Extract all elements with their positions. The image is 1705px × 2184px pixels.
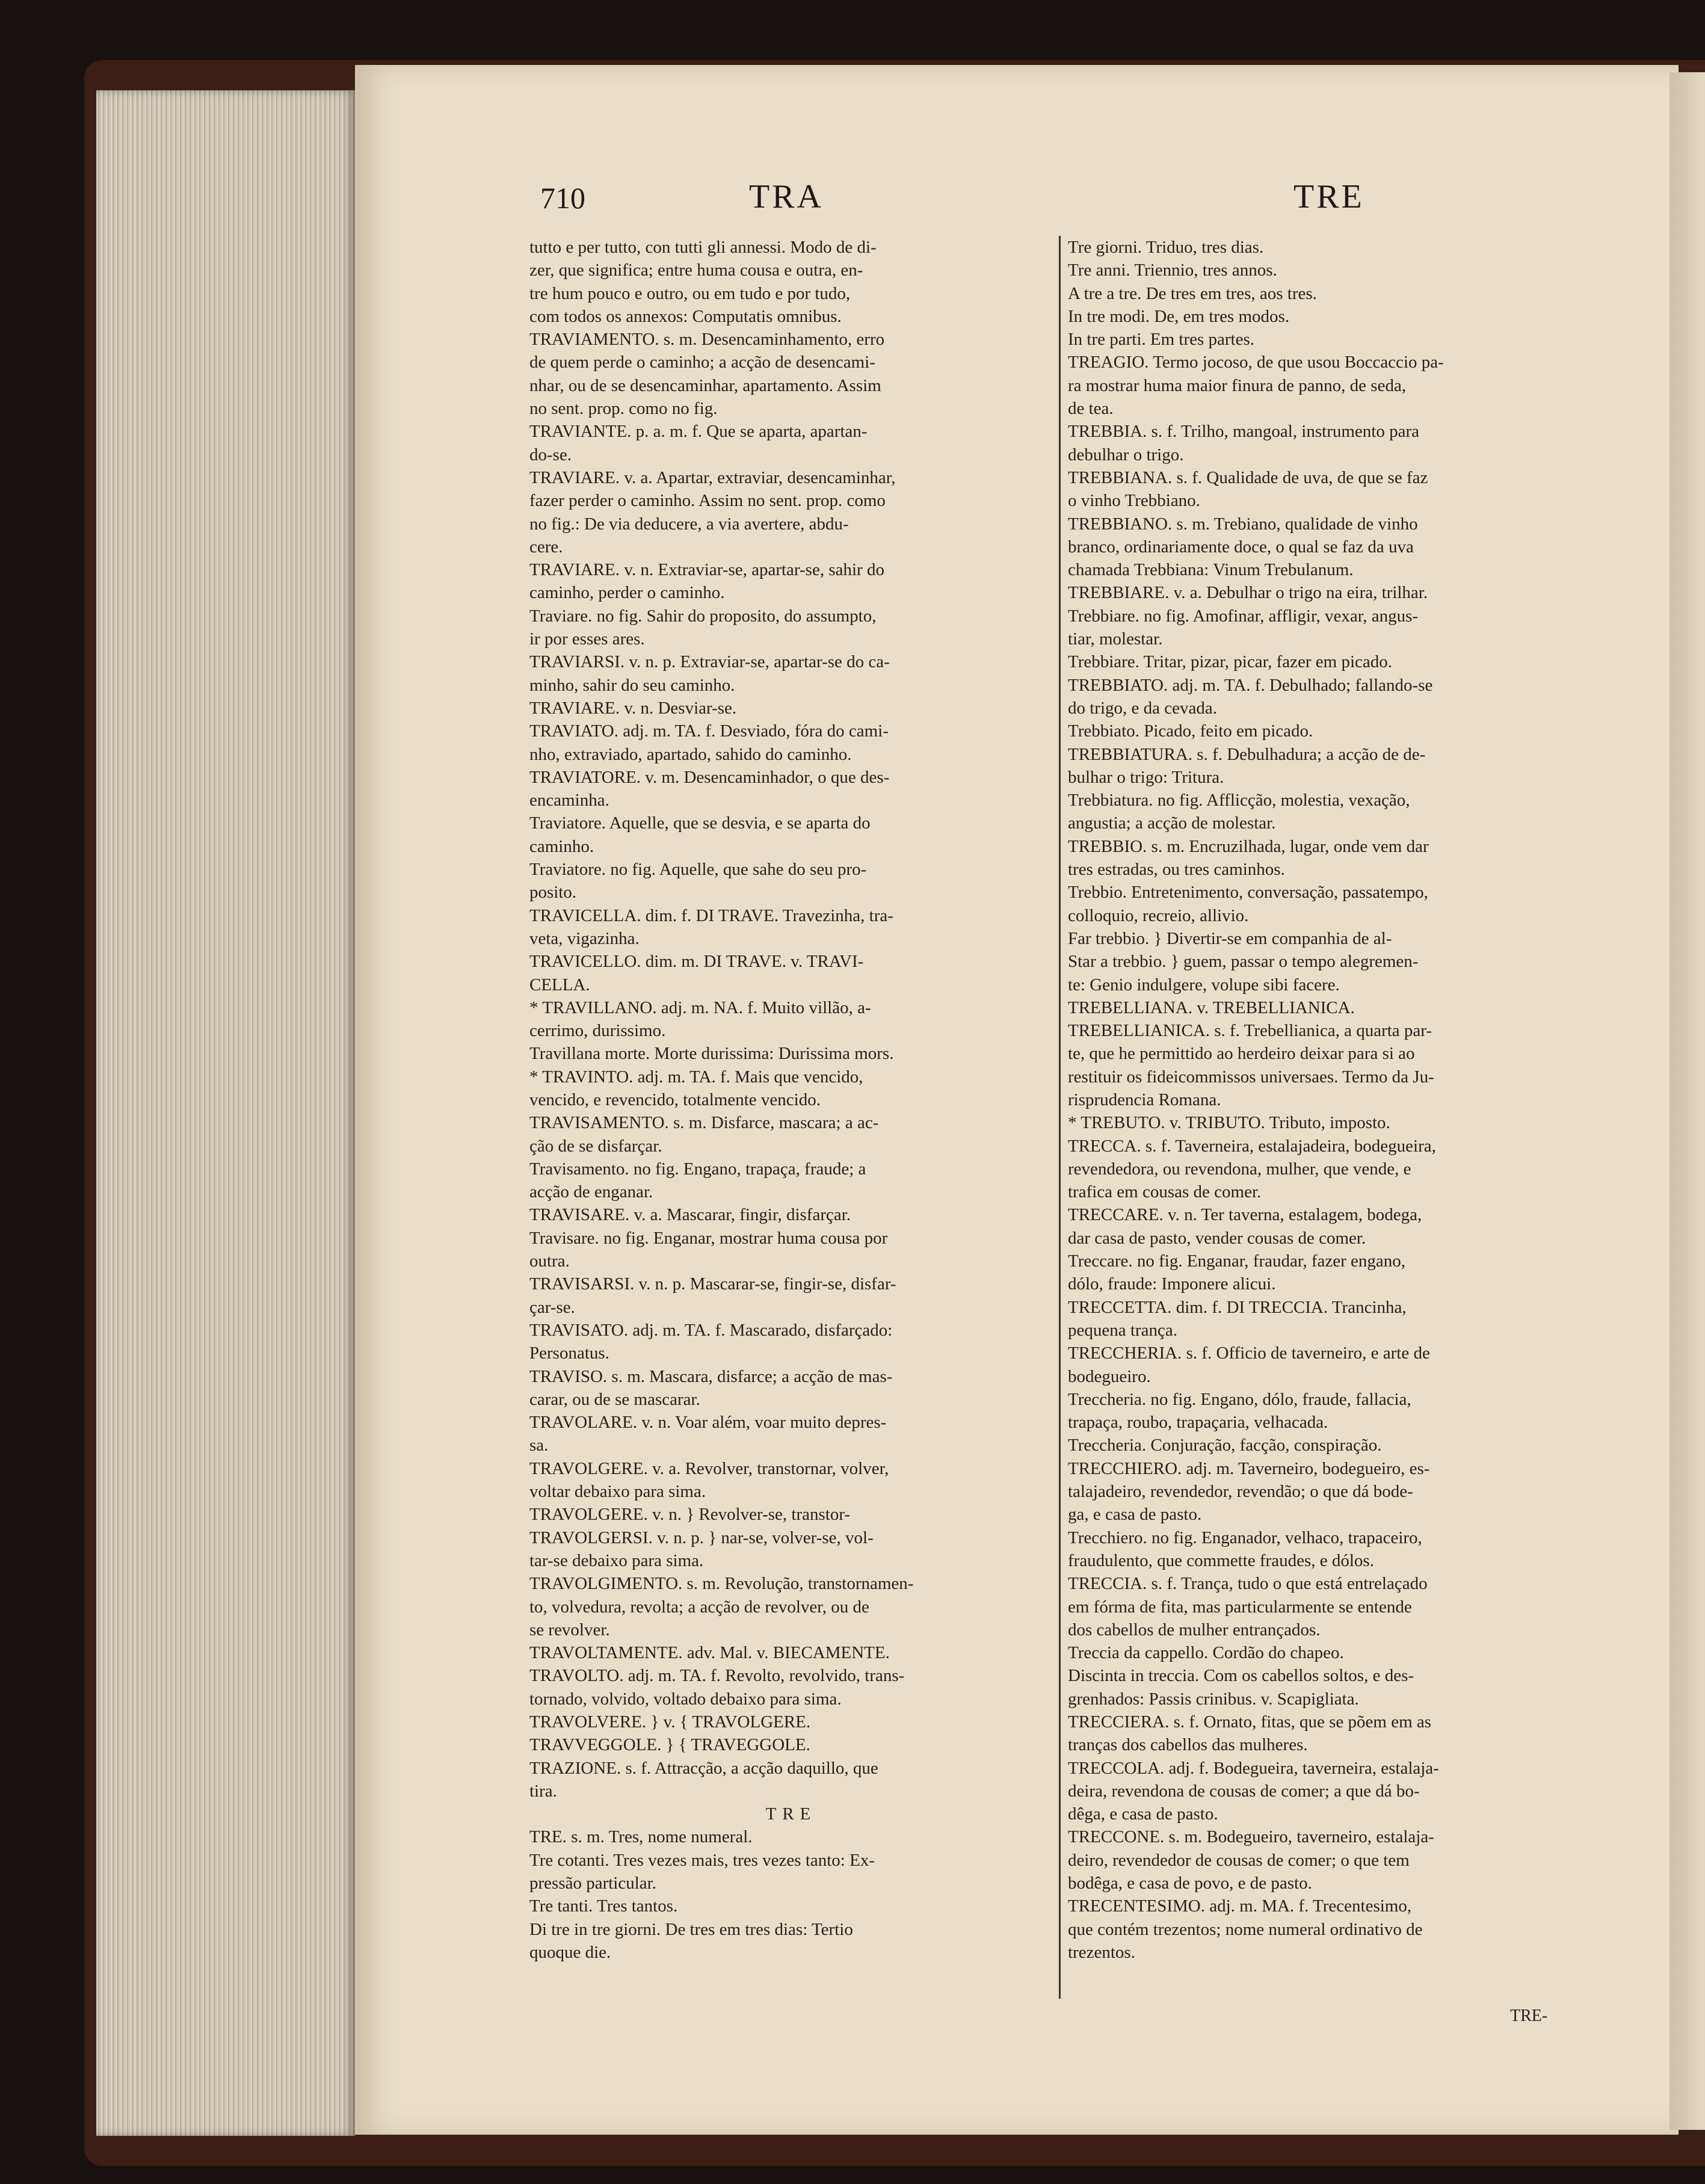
page-edges <box>96 90 355 2136</box>
dictionary-line: TRAVIANTE. p. a. m. f. Que se aparta, apartan- <box>529 422 868 442</box>
dictionary-line: ção de se disfarçar. <box>529 1136 662 1156</box>
dictionary-line: CELLA. <box>529 975 590 995</box>
dictionary-line: vencido, e revencido, totalmente vencido. <box>529 1090 821 1109</box>
dictionary-line: ra mostrar huma maior finura de panno, de seda, <box>1068 375 1407 395</box>
dictionary-line: no sent. prop. como no fig. <box>529 399 718 419</box>
dictionary-line: TREBBIO. s. m. Encruzilhada, lugar, onde vem dar <box>1068 836 1429 856</box>
dictionary-line: to, volvedura, revolta; a acção de revolver, ou de <box>529 1597 869 1617</box>
dictionary-line: Traviare. no fig. Sahir do proposito, do assumpto, <box>529 606 877 626</box>
dictionary-line: veta, vigazinha. <box>529 928 640 948</box>
dictionary-line: TREBBIATO. adj. m. TA. f. Debulhado; fallando-se <box>1068 675 1433 695</box>
dictionary-line: te: Genio indulgere, volupe sibi facere. <box>1068 975 1340 995</box>
dictionary-line: tornado, volvido, voltado debaixo para sima. <box>529 1689 842 1709</box>
dictionary-line: Trebbiatura. no fig. Afflicção, molestia, vexação, <box>1068 791 1410 810</box>
dictionary-line: angustia; a acção de molestar. <box>1068 813 1276 833</box>
dictionary-line: caminho. <box>529 836 594 856</box>
dictionary-line: dos cabellos de mulher entrançados. <box>1068 1620 1321 1640</box>
dictionary-line: colloquio, recreio, allivio. <box>1068 905 1249 925</box>
dictionary-line: tira. <box>529 1781 557 1801</box>
dictionary-line: bodêga, e casa de povo, e de pasto. <box>1068 1874 1312 1893</box>
dictionary-line: de quem perde o caminho; a acção de desencami- <box>529 353 875 372</box>
dictionary-line: TREAGIO. Termo jocoso, de que usou Boccaccio pa- <box>1068 353 1444 372</box>
dictionary-line: cere. <box>529 537 563 557</box>
dictionary-line: cerrimo, durissimo. <box>529 1021 666 1041</box>
dictionary-line: TRE. s. m. Tres, nome numeral. <box>529 1827 753 1847</box>
dictionary-line: nhar, ou de se desencaminhar, apartamento. Assim <box>529 375 881 395</box>
dictionary-line: TRECCOLA. adj. f. Bodegueira, taverneira, estalaja- <box>1068 1758 1439 1778</box>
dictionary-line: fraudulento, que commette fraudes, e dólos. <box>1068 1550 1374 1570</box>
dictionary-line: TRAVIATORE. v. m. Desencaminhador, o que des- <box>529 767 890 787</box>
dictionary-line: Tre tanti. Tres tantos. <box>529 1896 678 1916</box>
dictionary-line: minho, sahir do seu caminho. <box>529 675 735 695</box>
dictionary-line: quoque die. <box>529 1942 611 1962</box>
dictionary-line: tranças dos cabellos das mulheres. <box>1068 1735 1308 1755</box>
dictionary-line: TRAVICELLO. dim. m. DI TRAVE. v. TRAVI- <box>529 952 864 972</box>
dictionary-line: TRAVOLGERE. v. a. Revolver, transtornar, volver, <box>529 1458 889 1478</box>
dictionary-line: ir por esses ares. <box>529 629 645 649</box>
dictionary-line: Di tre in tre giorni. De tres em tres dias: Tertio <box>529 1919 853 1939</box>
dictionary-line: trezentos. <box>1068 1942 1135 1962</box>
catchword: TRE- <box>1510 2007 1548 2025</box>
dictionary-line: TRAVOLVERE. } v. { TRAVOLGERE. <box>529 1712 811 1732</box>
dictionary-line: TREBBIATURA. s. f. Debulhadura; a acção de de- <box>1068 744 1426 764</box>
dictionary-line: em fórma de fita, mas particularmente se entende <box>1068 1597 1412 1617</box>
dictionary-line: o vinho Trebbiano. <box>1068 491 1200 511</box>
dictionary-line: TRAVIARE. v. a. Apartar, extraviar, desencaminhar, <box>529 467 896 487</box>
dictionary-line: * TREBUTO. v. TRIBUTO. Tributo, imposto. <box>1068 1113 1390 1133</box>
dictionary-line: TRAVISARE. v. a. Mascarar, fingir, disfarçar. <box>529 1205 851 1225</box>
dictionary-line: TREBBIANA. s. f. Qualidade de uva, de que se faz <box>1068 467 1428 487</box>
column-rule <box>1059 236 1061 1999</box>
dictionary-line: trafica em cousas de comer. <box>1068 1182 1262 1202</box>
dictionary-line: nho, extraviado, apartado, sahido do caminho. <box>529 744 852 764</box>
dictionary-line: TREBBIANO. s. m. Trebiano, qualidade de vinho <box>1068 514 1418 534</box>
dictionary-line: dólo, fraude: Imponere alicui. <box>1068 1274 1276 1294</box>
right-column <box>1068 236 1579 1964</box>
dictionary-line: TRECCIERA. s. f. Ornato, fitas, que se põem em as <box>1068 1712 1432 1732</box>
dictionary-line: TRECCIA. s. f. Trança, tudo o que está entrelaçado <box>1068 1574 1428 1594</box>
dictionary-line: ga, e casa de pasto. <box>1068 1505 1202 1525</box>
dictionary-line: TRECCONE. s. m. Bodegueiro, taverneiro, estalaja- <box>1068 1827 1434 1847</box>
dictionary-line: TRAVISATO. adj. m. TA. f. Mascarado, disfarçado: <box>529 1320 893 1340</box>
dictionary-line: TRECENTESIMO. adj. m. MA. f. Trecentesimo, <box>1068 1896 1412 1916</box>
dictionary-line: encaminha. <box>529 791 609 810</box>
dictionary-line: bodegueiro. <box>1068 1366 1151 1386</box>
dictionary-line: Personatus. <box>529 1343 609 1363</box>
dictionary-line: A tre a tre. De tres em tres, aos tres. <box>1068 283 1317 303</box>
dictionary-line: se revolver. <box>529 1620 610 1640</box>
dictionary-line: Trebbio. Entretenimento, conversação, passatempo, <box>1068 883 1428 902</box>
dictionary-line: TRAVISARSI. v. n. p. Mascarar-se, fingir-se, disfar- <box>529 1274 896 1294</box>
dictionary-line: TRAVIATO. adj. m. TA. f. Desviado, fóra do cami- <box>529 721 889 741</box>
dictionary-line: caminho, perder o caminho. <box>529 583 725 603</box>
dictionary-line: TRAVOLGERSI. v. n. p. } nar-se, volver-se, vol- <box>529 1528 874 1547</box>
dictionary-line: chamada Trebbiana: Vinum Trebulanum. <box>1068 560 1354 580</box>
dictionary-line: Trebbiato. Picado, feito em picado. <box>1068 721 1313 741</box>
dictionary-line: In tre parti. Em tres partes. <box>1068 330 1255 350</box>
dictionary-line: risprudencia Romana. <box>1068 1090 1221 1109</box>
dictionary-line: TRECCETTA. dim. f. DI TRECCIA. Trancinha, <box>1068 1297 1407 1317</box>
dictionary-line: restituir os fideicommissos universaes. Termo da Ju- <box>1068 1067 1434 1087</box>
dictionary-line: TRECCHIERO. adj. m. Taverneiro, bodegueiro, es- <box>1068 1458 1430 1478</box>
dictionary-line: Star a trebbio. } guem, passar o tempo alegremen- <box>1068 952 1419 972</box>
dictionary-line: TRAVOLTO. adj. m. TA. f. Revolto, revolvido, trans- <box>529 1666 905 1686</box>
dictionary-line: Traviatore. Aquelle, que se desvia, e se aparta do <box>529 813 871 833</box>
dictionary-line: Treccare. no fig. Enganar, fraudar, fazer engano, <box>1068 1251 1406 1271</box>
dictionary-line: debulhar o trigo. <box>1068 445 1184 464</box>
dictionary-line: TREBBIA. s. f. Trilho, mangoal, instrumento para <box>1068 422 1419 442</box>
dictionary-line: Tre anni. Triennio, tres annos. <box>1068 261 1277 280</box>
dictionary-line: TRAVOLTAMENTE. adv. Mal. v. BIECAMENTE. <box>529 1643 890 1663</box>
dictionary-line: tiar, molestar. <box>1068 629 1163 649</box>
dictionary-line: pressão particular. <box>529 1874 656 1893</box>
dictionary-line: TRAVIAMENTO. s. m. Desencaminhamento, erro <box>529 330 885 350</box>
dictionary-line: do-se. <box>529 445 572 464</box>
dictionary-line: Travillana morte. Morte durissima: Durissima mors. <box>529 1044 894 1064</box>
dictionary-line: In tre modi. De, em tres modos. <box>1068 306 1290 326</box>
dictionary-line: Travisamento. no fig. Engano, trapaça, fraude; a <box>529 1159 866 1179</box>
dictionary-line: * TRAVILLANO. adj. m. NA. f. Muito villão, a- <box>529 998 871 1017</box>
dictionary-line: TRAVIARE. v. n. Desviar-se. <box>529 698 737 718</box>
dictionary-line: deiro, revendedor de cousas de comer; o que tem <box>1068 1850 1410 1870</box>
dictionary-line: TRAVIARE. v. n. Extraviar-se, apartar-se, sahir do <box>529 560 884 580</box>
dictionary-line: Far trebbio. } Divertir-se em companhia de al- <box>1068 928 1392 948</box>
dictionary-line: Discinta in treccia. Com os cabellos soltos, e des- <box>1068 1666 1414 1686</box>
dictionary-line: Trebbiare. Tritar, pizar, picar, fazer em picado. <box>1068 652 1392 672</box>
dictionary-line: sa. <box>529 1436 549 1455</box>
dictionary-line: dar casa de pasto, vender cousas de comer. <box>1068 1228 1366 1248</box>
dictionary-line: dêga, e casa de pasto. <box>1068 1804 1218 1824</box>
dictionary-line: deira, revendona de cousas de comer; a que dá bo- <box>1068 1781 1420 1801</box>
dictionary-line: TRAVOLARE. v. n. Voar além, voar muito depres- <box>529 1413 887 1433</box>
facing-page-edge <box>1670 72 1705 2130</box>
dictionary-line: çar-se. <box>529 1297 575 1317</box>
dictionary-line: talajadeiro, revendedor, revendão; o que dá bode- <box>1068 1482 1413 1502</box>
dictionary-line: bulhar o trigo: Tritura. <box>1068 767 1224 787</box>
dictionary-line: Treccia da cappello. Cordão do chapeo. <box>1068 1643 1344 1663</box>
dictionary-line: pequena trança. <box>1068 1320 1177 1340</box>
dictionary-line: posito. <box>529 883 577 902</box>
dictionary-line: tutto e per tutto, con tutti gli annessi. Modo de di- <box>529 238 877 257</box>
dictionary-line: zer, que significa; entre huma cousa e outra, en- <box>529 261 863 280</box>
dictionary-line: grenhados: Passis crinibus. v. Scapigliata. <box>1068 1689 1359 1709</box>
dictionary-line: TRAVISAMENTO. s. m. Disfarce, mascara; a ac- <box>529 1113 879 1133</box>
dictionary-line: acção de enganar. <box>529 1182 653 1202</box>
dictionary-line: trapaça, roubo, trapaçaria, velhacada. <box>1068 1413 1328 1433</box>
dictionary-line: Treccheria. no fig. Engano, dólo, fraude, fallacia, <box>1068 1389 1411 1409</box>
dictionary-line: voltar debaixo para sima. <box>529 1482 706 1502</box>
dictionary-line: Tre giorni. Triduo, tres dias. <box>1068 238 1264 257</box>
dictionary-line: TRAVISO. s. m. Mascara, disfarce; a acção de mas- <box>529 1366 893 1386</box>
dictionary-line: com todos os annexos: Computatis omnibus. <box>529 306 842 326</box>
dictionary-line: tres estradas, ou tres caminhos. <box>1068 860 1285 880</box>
dictionary-line: TREBELLIANICA. s. f. Trebellianica, a quarta par- <box>1068 1021 1432 1041</box>
dictionary-line: TRE <box>765 1804 817 1824</box>
page-number: 710 <box>540 181 585 215</box>
dictionary-line: te, que he permittido ao herdeiro deixar para si ao <box>1068 1044 1415 1064</box>
dictionary-line: TRAZIONE. s. f. Attracção, a acção daquillo, que <box>529 1758 878 1778</box>
dictionary-line: do trigo, e da cevada. <box>1068 698 1218 718</box>
dictionary-line: no fig.: De via deducere, a via avertere, abdu- <box>529 514 849 534</box>
dictionary-line: TRAVOLGIMENTO. s. m. Revolução, transtornamen- <box>529 1574 914 1594</box>
dictionary-line: TRAVICELLA. dim. f. DI TRAVE. Travezinha, tra- <box>529 905 893 925</box>
dictionary-line: TRAVOLGERE. v. n. } Revolver-se, transtor- <box>529 1505 851 1525</box>
dictionary-line: Trebbiare. no fig. Amofinar, affligir, vexar, angus- <box>1068 606 1419 626</box>
dictionary-line: Traviatore. no fig. Aquelle, que sahe do seu pro- <box>529 860 867 880</box>
dictionary-line: que contém trezentos; nome numeral ordinativo de <box>1068 1919 1423 1939</box>
dictionary-line: Treccheria. Conjuração, facção, conspiração. <box>1068 1436 1382 1455</box>
dictionary-line: outra. <box>529 1251 570 1271</box>
dictionary-line: Travisare. no fig. Enganar, mostrar huma cousa por <box>529 1228 888 1248</box>
dictionary-line: de tea. <box>1068 399 1114 419</box>
dictionary-line: tre hum pouco e outro, ou em tudo e por tudo, <box>529 283 851 303</box>
running-head-right: TRE <box>1293 178 1364 215</box>
dictionary-line: TRAVVEGGOLE. } { TRAVEGGOLE. <box>529 1735 810 1755</box>
dictionary-line: TREBELLIANA. v. TREBELLIANICA. <box>1068 998 1355 1017</box>
running-head-left: TRA <box>749 178 824 215</box>
dictionary-line: TRECCHERIA. s. f. Officio de taverneiro, e arte de <box>1068 1343 1430 1363</box>
dictionary-line: TRAVIARSI. v. n. p. Extraviar-se, apartar-se do ca- <box>529 652 890 672</box>
dictionary-line: TREBBIARE. v. a. Debulhar o trigo na eira, trilhar. <box>1068 583 1428 603</box>
dictionary-line: tar-se debaixo para sima. <box>529 1550 704 1570</box>
left-column <box>529 236 1053 1964</box>
dictionary-line: Tre cotanti. Tres vezes mais, tres vezes tanto: Ex- <box>529 1850 875 1870</box>
dictionary-line: TRECCA. s. f. Taverneira, estalajadeira, bodegueira, <box>1068 1136 1436 1156</box>
dictionary-line: fazer perder o caminho. Assim no sent. prop. como <box>529 491 886 511</box>
dictionary-line: Trecchiero. no fig. Enganador, velhaco, trapaceiro, <box>1068 1528 1422 1547</box>
dictionary-line: TRECCARE. v. n. Ter taverna, estalagem, bodega, <box>1068 1205 1422 1225</box>
dictionary-line: * TRAVINTO. adj. m. TA. f. Mais que vencido, <box>529 1067 863 1087</box>
dictionary-line: carar, ou de se mascarar. <box>529 1389 700 1409</box>
dictionary-line: branco, ordinariamente doce, o qual se faz da uva <box>1068 537 1414 557</box>
dictionary-line: revendedora, ou revendona, mulher, que vende, e <box>1068 1159 1411 1179</box>
